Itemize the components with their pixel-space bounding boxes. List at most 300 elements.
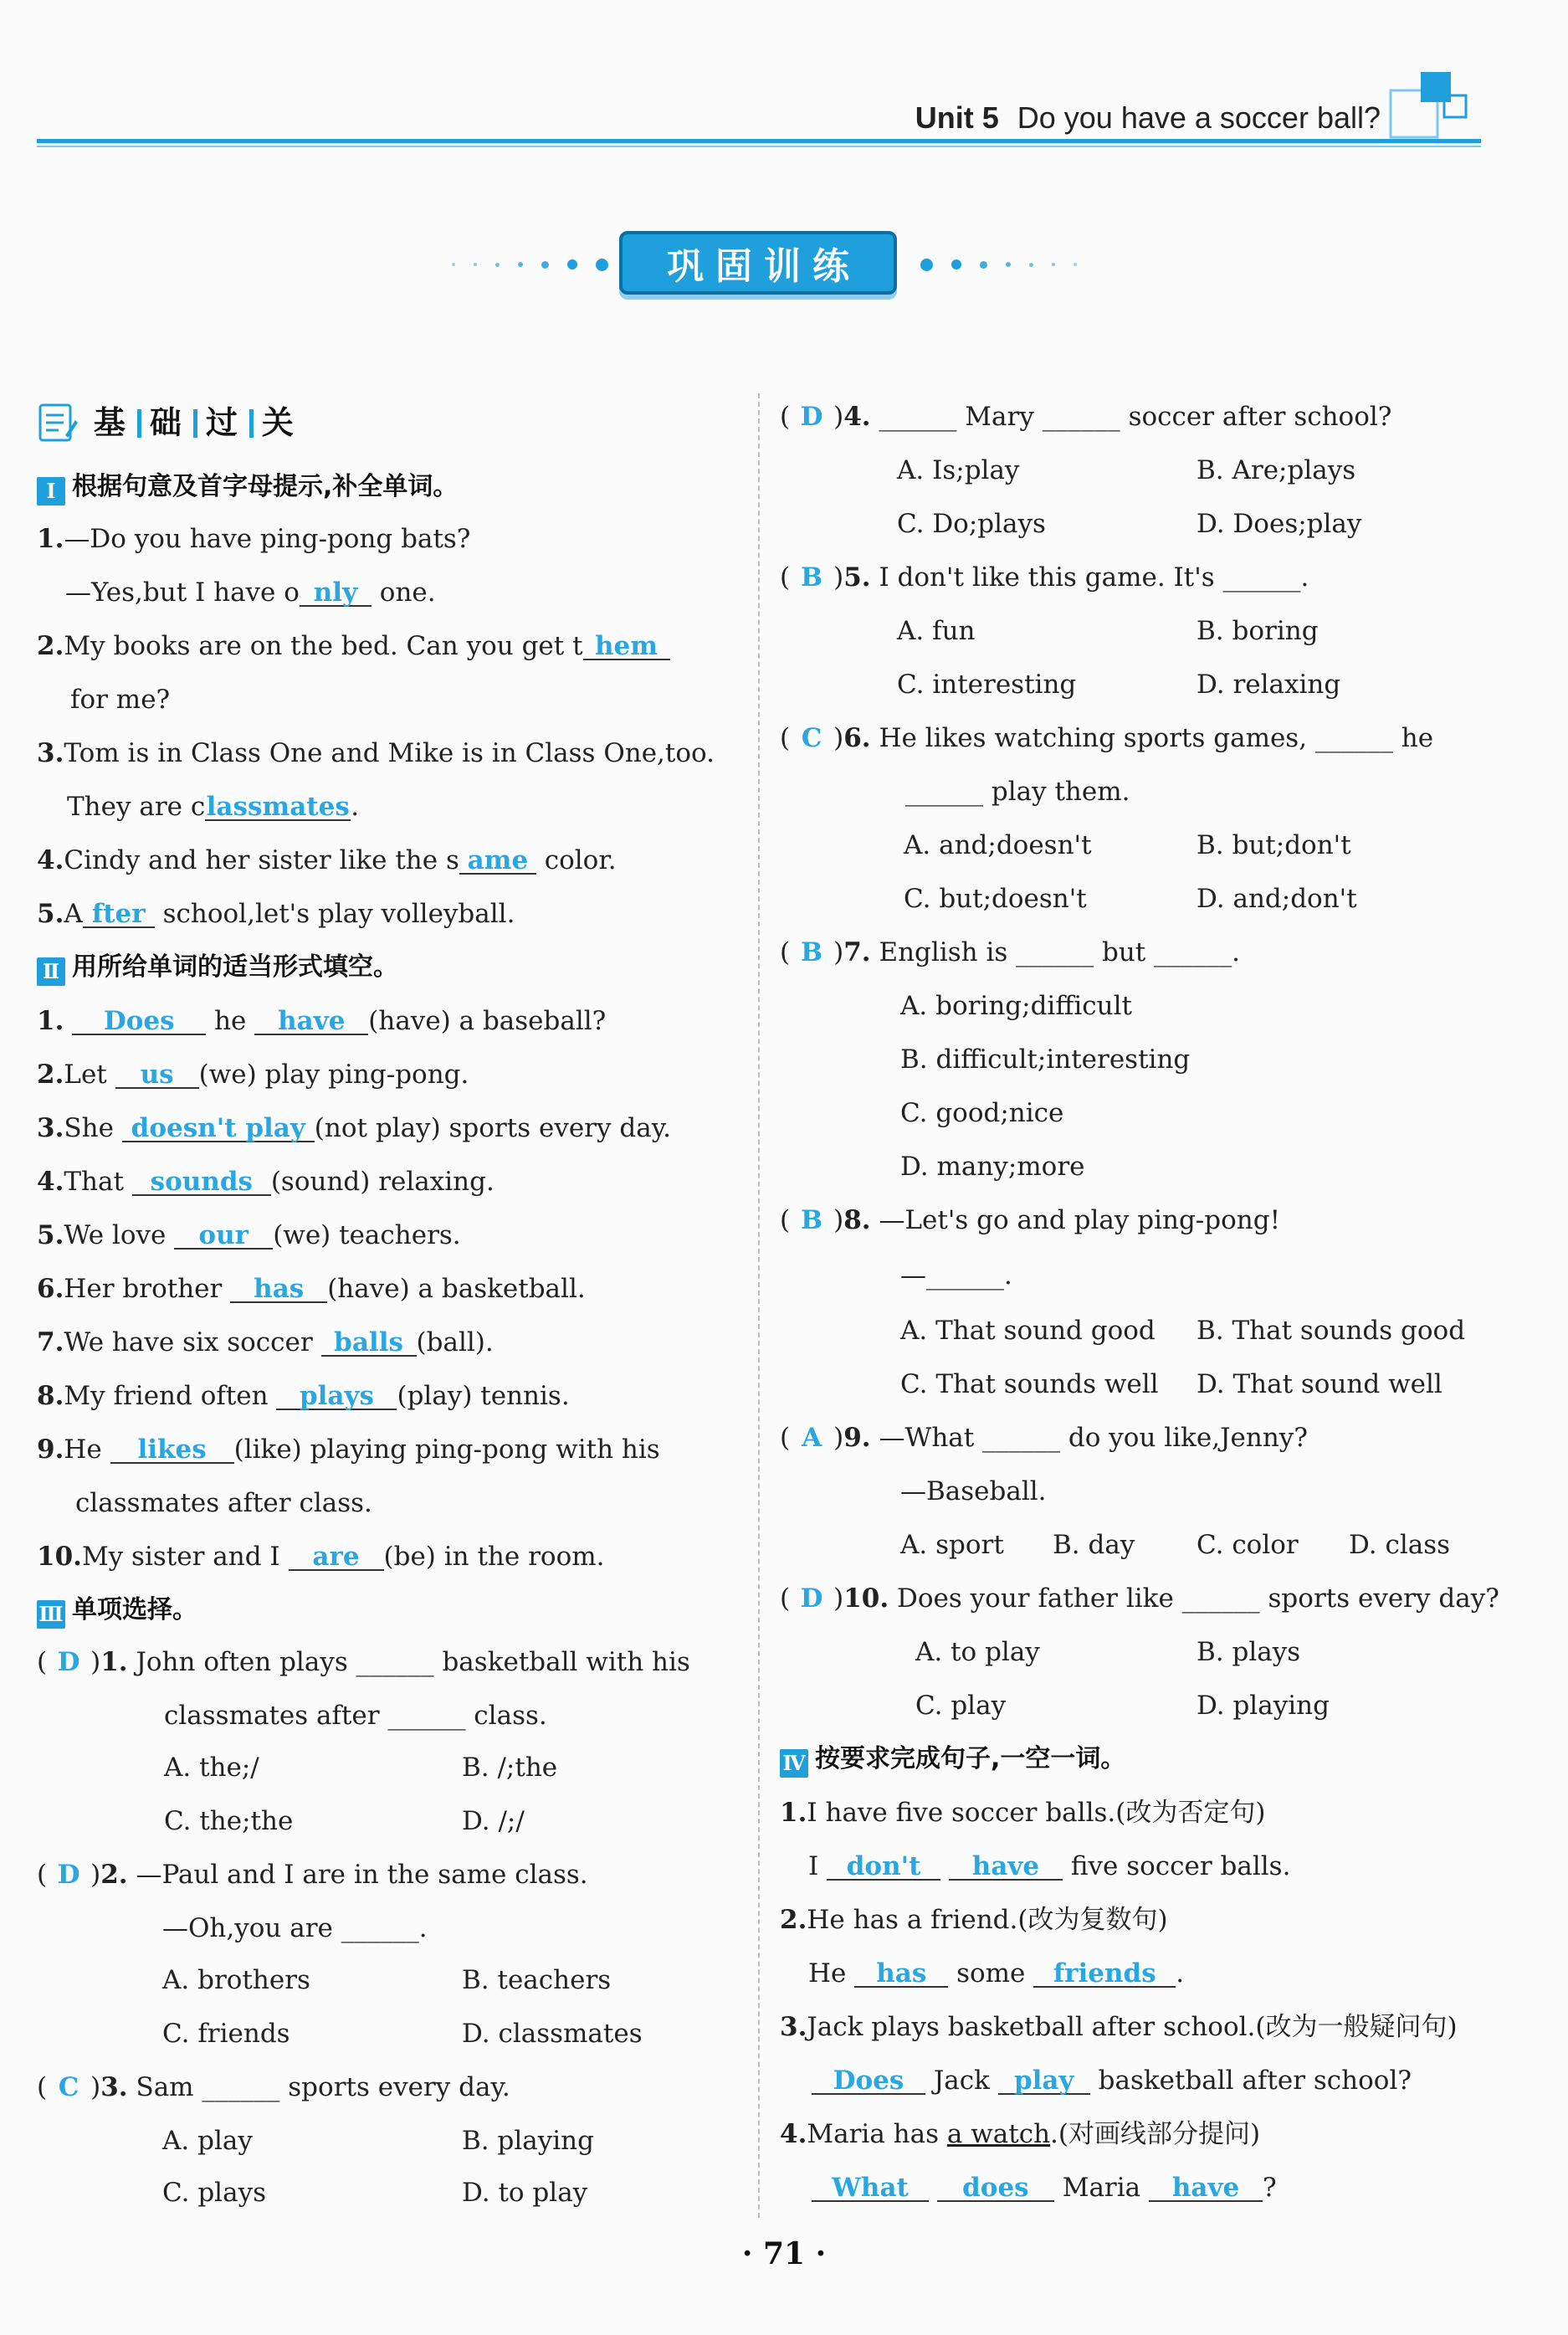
s2-item-8 <box>37 1379 570 1416</box>
mc-question-1-cont <box>164 1699 547 1736</box>
item-text: Maria <box>1053 2173 1150 2203</box>
s2-item-1 <box>37 1004 606 1041</box>
answer-text: are <box>312 1542 360 1572</box>
option-text: D. That sound well <box>1196 1369 1442 1399</box>
option-text: A. Is;play <box>897 455 1020 485</box>
mc-answer: A <box>802 1423 822 1453</box>
mc-option <box>462 1804 525 1841</box>
item-text: —Do you have ping-pong bats? <box>64 524 471 554</box>
item-text: (play) tennis. <box>397 1381 570 1411</box>
item-number: 2. <box>780 1905 807 1935</box>
section-3-heading <box>37 1593 197 1630</box>
section-2-heading <box>37 951 398 988</box>
mc-answer: B <box>801 1205 823 1235</box>
s1-item-4 <box>37 844 617 880</box>
item-number: 4. <box>780 2119 807 2149</box>
answer-text: balls <box>334 1327 403 1357</box>
item-text: I have five soccer balls.(改为否定句) <box>807 1798 1266 1828</box>
item-text: (we) play ping-pong. <box>198 1060 469 1090</box>
s4-item-3-a <box>812 2064 1412 2101</box>
option-text: B. day <box>1053 1530 1135 1560</box>
s1-item-3 <box>37 736 715 773</box>
item-text: (have) a basketball. <box>327 1274 586 1304</box>
unit-label: Unit 5 <box>915 100 999 135</box>
item-number: 10. <box>37 1542 82 1572</box>
item-text: Let <box>64 1060 115 1090</box>
option-text: C. good;nice <box>900 1098 1064 1128</box>
option-text: C. plays <box>162 2178 266 2208</box>
s2-item-3 <box>37 1111 671 1148</box>
mc-answer: C <box>58 2072 79 2102</box>
mc-question-2-cont <box>162 1912 428 1948</box>
answer-text: have <box>278 1006 346 1036</box>
basic-title-char: 基 <box>93 404 129 441</box>
mc-option <box>1196 1368 1442 1404</box>
item-text: .(对画线部分提问) <box>1050 2119 1261 2149</box>
option-text: B. That sounds good <box>1196 1316 1466 1346</box>
item-text: (like) playing ping-pong with his <box>233 1434 660 1465</box>
answer-blank <box>1149 2173 1263 2202</box>
answer-text: Does <box>103 1006 175 1036</box>
item-number: 1. <box>100 1647 128 1677</box>
option-text: A. fun <box>897 616 976 646</box>
s4-item-2-a <box>808 1957 1184 1994</box>
option-text: B. difficult;interesting <box>900 1044 1191 1075</box>
item-text: . <box>351 792 360 822</box>
option-text: A. That sound good <box>900 1316 1156 1346</box>
item-text: Jack plays basketball after school.(改为一般疑问句) <box>807 2012 1458 2042</box>
item-text: Jack <box>925 2066 998 2096</box>
mc-answer: D <box>800 1583 823 1614</box>
mc-option <box>1196 668 1340 705</box>
option-text: D. /;/ <box>462 1806 525 1836</box>
option-text: C. friends <box>162 2019 290 2049</box>
header-rule <box>37 139 1481 143</box>
answer-blank <box>300 578 372 607</box>
item-number: 8. <box>843 1205 871 1235</box>
mc-option <box>900 1528 1004 1565</box>
item-text: ______ Mary ______ soccer after school? <box>879 402 1392 432</box>
mc-option <box>462 1963 611 2000</box>
option-text: C. color <box>1196 1530 1299 1560</box>
item-text: Sam ______ sports every day. <box>136 2072 510 2102</box>
mc-option <box>1349 1528 1450 1565</box>
banner-title: 巩固训练 <box>667 245 861 288</box>
mc-question-6-cont <box>905 775 1130 812</box>
answer-text: have <box>971 1851 1040 1881</box>
item-text: My books are on the bed. Can you get t <box>64 631 583 661</box>
s1-item-2 <box>37 629 670 666</box>
item-number: 10. <box>843 1583 889 1614</box>
mc-option <box>162 2124 253 2161</box>
option-text: B. but;don't <box>1196 830 1351 860</box>
banner-box <box>619 231 897 295</box>
mc-answer: D <box>800 402 823 432</box>
item-text: I don't like this game. It's ______. <box>879 562 1309 593</box>
answer-text: has <box>254 1274 305 1304</box>
option-text: B. /;the <box>462 1753 558 1783</box>
banner-dots-left <box>452 258 608 271</box>
item-text: A <box>64 899 83 929</box>
answer-text: don't <box>846 1851 921 1881</box>
s1-item-2-cont <box>70 683 170 720</box>
item-text: —Baseball. <box>900 1476 1047 1506</box>
mc-question-3: ( C )3. Sam ______ sports every day. <box>37 2072 510 2102</box>
mc-option <box>162 1963 310 2000</box>
item-text: We love <box>64 1220 175 1250</box>
section-4-numeral: Ⅳ <box>780 1749 808 1778</box>
s1-item-1-q <box>37 522 470 559</box>
item-text: (not play) sports every day. <box>314 1113 671 1143</box>
answer-text: doesn't play <box>131 1113 305 1143</box>
section-4-title: 按要求完成句子,一空一词。 <box>815 1744 1126 1773</box>
item-text: basketball after school? <box>1089 2066 1412 2096</box>
item-number: 5. <box>843 562 871 593</box>
item-text: some <box>948 1958 1034 1989</box>
option-text: D. to play <box>462 2178 588 2208</box>
mc-option <box>164 1804 293 1841</box>
mc-question-2: ( D )2. —Paul and I are in the same class. <box>37 1860 588 1890</box>
answer-text: What <box>832 2173 909 2203</box>
section-1-heading <box>37 470 458 507</box>
s4-item-3-q <box>780 2010 1458 2047</box>
mc-option <box>897 614 976 651</box>
mc-option <box>1053 1528 1135 1565</box>
option-text: A. play <box>162 2126 253 2156</box>
item-text: (ball). <box>416 1327 494 1357</box>
mc-option <box>1196 829 1351 865</box>
mc-option <box>1196 1314 1465 1351</box>
mc-answer: B <box>801 562 823 593</box>
item-text: He has a friend.(改为复数句) <box>807 1905 1168 1935</box>
s2-item-9 <box>37 1433 660 1470</box>
mc-option <box>462 2124 594 2161</box>
item-text: My sister and I <box>81 1542 289 1572</box>
item-text: That <box>64 1167 132 1197</box>
answer-text: likes <box>137 1434 207 1465</box>
mc-option <box>462 1751 557 1788</box>
s1-item-3-cont <box>67 790 359 827</box>
answer-text: does <box>962 2173 1029 2203</box>
item-text: My friend often <box>64 1381 277 1411</box>
item-text: Tom is in Class One and Mike is in Class One,too. <box>64 738 715 768</box>
answer-blank <box>1033 1959 1176 1988</box>
s2-item-7 <box>37 1326 494 1363</box>
answer-text: sounds <box>150 1167 253 1197</box>
item-text: —Paul and I are in the same class. <box>136 1860 588 1890</box>
item-text: classmates after ______ class. <box>164 1701 547 1731</box>
answer-blank <box>459 846 536 875</box>
item-number: 7. <box>843 937 871 967</box>
item-text: We have six soccer <box>64 1327 321 1357</box>
answer-blank <box>276 1382 397 1410</box>
answer-text: plays <box>299 1381 374 1411</box>
mc-question-9-cont <box>900 1475 1047 1511</box>
basic-heading <box>37 402 297 449</box>
option-text: C. That sounds well <box>900 1369 1159 1399</box>
option-text: B. playing <box>462 2126 594 2156</box>
mc-option <box>1196 1635 1300 1672</box>
corner-squares-icon <box>1389 70 1481 146</box>
option-text: B. boring <box>1196 616 1319 646</box>
answer-text: have <box>1171 2173 1240 2203</box>
answer-blank <box>812 2066 925 2095</box>
option-text: C. the;the <box>164 1806 294 1836</box>
answer-blank <box>83 900 155 928</box>
item-text: She <box>64 1113 122 1143</box>
s4-item-4-a <box>812 2171 1277 2208</box>
underlined-phrase: a watch <box>946 2119 1051 2149</box>
section-banner <box>452 224 1121 305</box>
mc-option <box>162 2176 266 2213</box>
answer-blank <box>230 1275 327 1303</box>
mc-question-1: ( D )1. John often plays ______ basketball with his <box>37 1647 690 1677</box>
basic-title-char: 过 <box>205 404 241 441</box>
item-number: 6. <box>37 1274 64 1304</box>
s4-item-1-q <box>780 1796 1265 1833</box>
item-number: 2. <box>37 1060 64 1090</box>
item-text: classmates after class. <box>75 1488 372 1518</box>
mc-option <box>900 989 1132 1026</box>
answer-text: fter <box>91 899 146 929</box>
item-text: (we) teachers. <box>273 1220 461 1250</box>
mc-answer: D <box>57 1647 80 1677</box>
answer-blank <box>827 1852 940 1881</box>
option-text: C. play <box>915 1691 1007 1721</box>
unit-title: Do you have a soccer ball? <box>1017 100 1381 135</box>
answer-blank <box>289 1542 384 1571</box>
mc-question-9: ( A )9. —What ______ do you like,Jenny? <box>780 1423 1308 1453</box>
mc-option <box>915 1635 1040 1672</box>
answer-text: nly <box>313 577 358 608</box>
mc-option <box>1196 454 1355 490</box>
item-number: 9. <box>37 1434 64 1465</box>
item-text: he <box>206 1006 255 1036</box>
item-text: —Yes,but I have o <box>65 577 300 608</box>
item-number: 5. <box>37 1220 64 1250</box>
option-text: D. class <box>1349 1530 1451 1560</box>
banner-dots-right <box>920 258 1077 271</box>
mc-option <box>900 1150 1084 1187</box>
option-text: B. Are;plays <box>1196 455 1356 485</box>
item-text: (have) a baseball? <box>368 1006 607 1036</box>
s2-item-9-cont <box>75 1486 372 1523</box>
item-text: for me? <box>70 685 171 715</box>
option-text: A. boring;difficult <box>900 991 1132 1021</box>
notepad-icon <box>37 402 79 444</box>
mc-question-8: ( B )8. —Let's go and play ping-pong! <box>780 1205 1281 1235</box>
item-text: John often plays ______ basketball with his <box>136 1647 690 1677</box>
item-number: 3. <box>100 2072 128 2102</box>
answer-blank <box>110 1435 234 1464</box>
s2-item-10 <box>37 1540 604 1577</box>
item-text: ______ play them. <box>905 777 1130 807</box>
mc-option <box>897 507 1046 544</box>
mc-option <box>900 1314 1156 1351</box>
answer-text: Does <box>833 2066 904 2096</box>
item-number: 1. <box>37 524 64 554</box>
item-number: 2. <box>100 1860 128 1890</box>
basic-title-char: 关 <box>261 404 297 441</box>
option-text: D. relaxing <box>1196 670 1341 700</box>
option-text: B. plays <box>1196 1637 1301 1667</box>
mc-option <box>900 1043 1190 1080</box>
s4-item-1-a <box>808 1850 1290 1886</box>
s2-item-4 <box>37 1165 494 1202</box>
option-text: A. sport <box>900 1530 1004 1560</box>
mc-option <box>1196 1689 1330 1726</box>
s4-item-2-q <box>780 1903 1168 1940</box>
item-number: 4. <box>37 845 64 875</box>
option-text: A. brothers <box>162 1965 310 1995</box>
mc-answer: B <box>801 937 823 967</box>
item-text: Does your father like ______ sports every day? <box>897 1583 1499 1614</box>
mc-question-7: ( B )7. English is ______ but ______. <box>780 937 1240 967</box>
mc-question-8-cont <box>900 1259 1012 1296</box>
option-text: C. interesting <box>897 670 1077 700</box>
item-text: (sound) relaxing. <box>270 1167 494 1197</box>
item-text: He <box>64 1434 110 1465</box>
item-number: 9. <box>843 1423 871 1453</box>
answer-blank <box>205 793 351 821</box>
item-number: 5. <box>37 899 64 929</box>
item-text: . <box>1176 1958 1185 1989</box>
answer-text: has <box>876 1958 927 1989</box>
item-number: 2. <box>37 631 64 661</box>
item-text: He <box>808 1958 855 1989</box>
item-text: —Oh,you are ______. <box>162 1913 428 1943</box>
answer-blank <box>949 1852 1063 1881</box>
item-text: Maria has <box>807 2119 947 2149</box>
s2-item-6 <box>37 1272 586 1309</box>
item-text: They are c <box>67 792 206 822</box>
s1-item-5 <box>37 897 515 934</box>
page-number: · 71 · <box>741 2236 827 2271</box>
option-text: A. the;/ <box>164 1753 259 1783</box>
item-text: ? <box>1263 2173 1277 2203</box>
answer-text: friends <box>1053 1958 1156 1989</box>
item-text: English is ______ but ______. <box>879 937 1240 967</box>
option-text: B. teachers <box>462 1965 612 1995</box>
answer-blank <box>321 1328 417 1357</box>
mc-option <box>897 668 1076 705</box>
item-text: one. <box>371 577 436 608</box>
item-number: 8. <box>37 1381 64 1411</box>
answer-blank <box>174 1221 273 1250</box>
answer-blank <box>998 2066 1090 2095</box>
item-number: 4. <box>37 1167 64 1197</box>
item-number: 1. <box>780 1798 807 1828</box>
item-text: —What ______ do you like,Jenny? <box>879 1423 1308 1453</box>
option-text: A. and;doesn't <box>904 830 1092 860</box>
section-3-numeral: Ⅲ <box>37 1600 65 1629</box>
running-header <box>37 84 1481 144</box>
s4-item-4-q <box>780 2117 1260 2154</box>
mc-option <box>1196 507 1361 544</box>
mc-question-5: ( B )5. I don't like this game. It's ______. <box>780 562 1309 593</box>
mc-question-4: ( D )4. ______ Mary ______ soccer after school? <box>780 402 1392 432</box>
answer-blank <box>937 2173 1054 2202</box>
answer-blank <box>72 1007 206 1035</box>
option-text: D. and;don't <box>1196 884 1357 914</box>
item-number: 3. <box>780 2012 807 2042</box>
option-text: D. classmates <box>462 2019 643 2049</box>
item-text: —______. <box>900 1260 1012 1291</box>
answer-text: play <box>1013 2066 1074 2096</box>
item-text: Her brother <box>64 1274 231 1304</box>
answer-text: us <box>140 1060 174 1090</box>
answer-blank <box>854 1959 948 1988</box>
answer-text: our <box>198 1220 249 1250</box>
column-divider <box>758 393 760 2218</box>
item-number: 3. <box>37 1113 64 1143</box>
answer-text: hem <box>594 631 658 661</box>
item-text: school,let's play volleyball. <box>154 899 515 929</box>
mc-option <box>915 1689 1006 1726</box>
option-text: A. to play <box>915 1637 1040 1667</box>
item-text: five soccer balls. <box>1062 1851 1291 1881</box>
mc-question-10: ( D )10. Does your father like ______ sports every day? <box>780 1583 1499 1614</box>
mc-answer: D <box>57 1860 80 1890</box>
answer-text: ame <box>467 845 529 875</box>
mc-answer: C <box>801 723 822 753</box>
s2-item-2 <box>37 1058 469 1095</box>
s2-item-5 <box>37 1219 461 1255</box>
option-text: D. playing <box>1196 1691 1330 1721</box>
item-text: —Let's go and play ping-pong! <box>879 1205 1281 1235</box>
item-number: 1. <box>37 1006 64 1036</box>
mc-option <box>462 2176 587 2213</box>
section-2-title: 用所给单词的适当形式填空。 <box>72 952 398 982</box>
answer-text: lassmates <box>206 792 350 822</box>
item-text: Cindy and her sister like the s <box>64 845 459 875</box>
item-number: 6. <box>843 723 871 753</box>
answer-blank <box>115 1060 199 1089</box>
s1-item-1-a <box>65 576 436 613</box>
unit-heading <box>915 100 1381 136</box>
mc-option <box>164 1751 259 1788</box>
item-number: 3. <box>37 738 64 768</box>
item-text: I <box>808 1851 828 1881</box>
mc-option <box>462 2017 643 2054</box>
section-3-title: 单项选择。 <box>72 1595 197 1624</box>
mc-option <box>1196 882 1357 919</box>
option-text: C. but;doesn't <box>904 884 1087 914</box>
item-text: He likes watching sports games, ______ he <box>879 723 1434 753</box>
mc-option <box>897 454 1019 490</box>
item-text: color. <box>535 845 617 875</box>
section-2-numeral: Ⅱ <box>37 957 65 986</box>
section-1-numeral: Ⅰ <box>37 477 65 505</box>
mc-option <box>904 829 1092 865</box>
header-rule-thin <box>37 146 1481 147</box>
mc-option <box>1196 1528 1299 1565</box>
mc-option <box>904 882 1087 919</box>
answer-blank <box>132 1168 271 1196</box>
answer-blank <box>122 1114 315 1142</box>
mc-option <box>900 1368 1159 1404</box>
item-text: (be) in the room. <box>383 1542 605 1572</box>
mc-option <box>162 2017 290 2054</box>
answer-blank <box>583 632 670 660</box>
option-text: D. many;more <box>900 1152 1085 1182</box>
option-text: C. Do;plays <box>897 509 1046 539</box>
answer-blank <box>812 2173 929 2202</box>
basic-title-char: 础 <box>149 404 185 441</box>
mc-option <box>1196 614 1319 651</box>
basic-title <box>94 404 297 441</box>
answer-blank <box>254 1007 368 1035</box>
